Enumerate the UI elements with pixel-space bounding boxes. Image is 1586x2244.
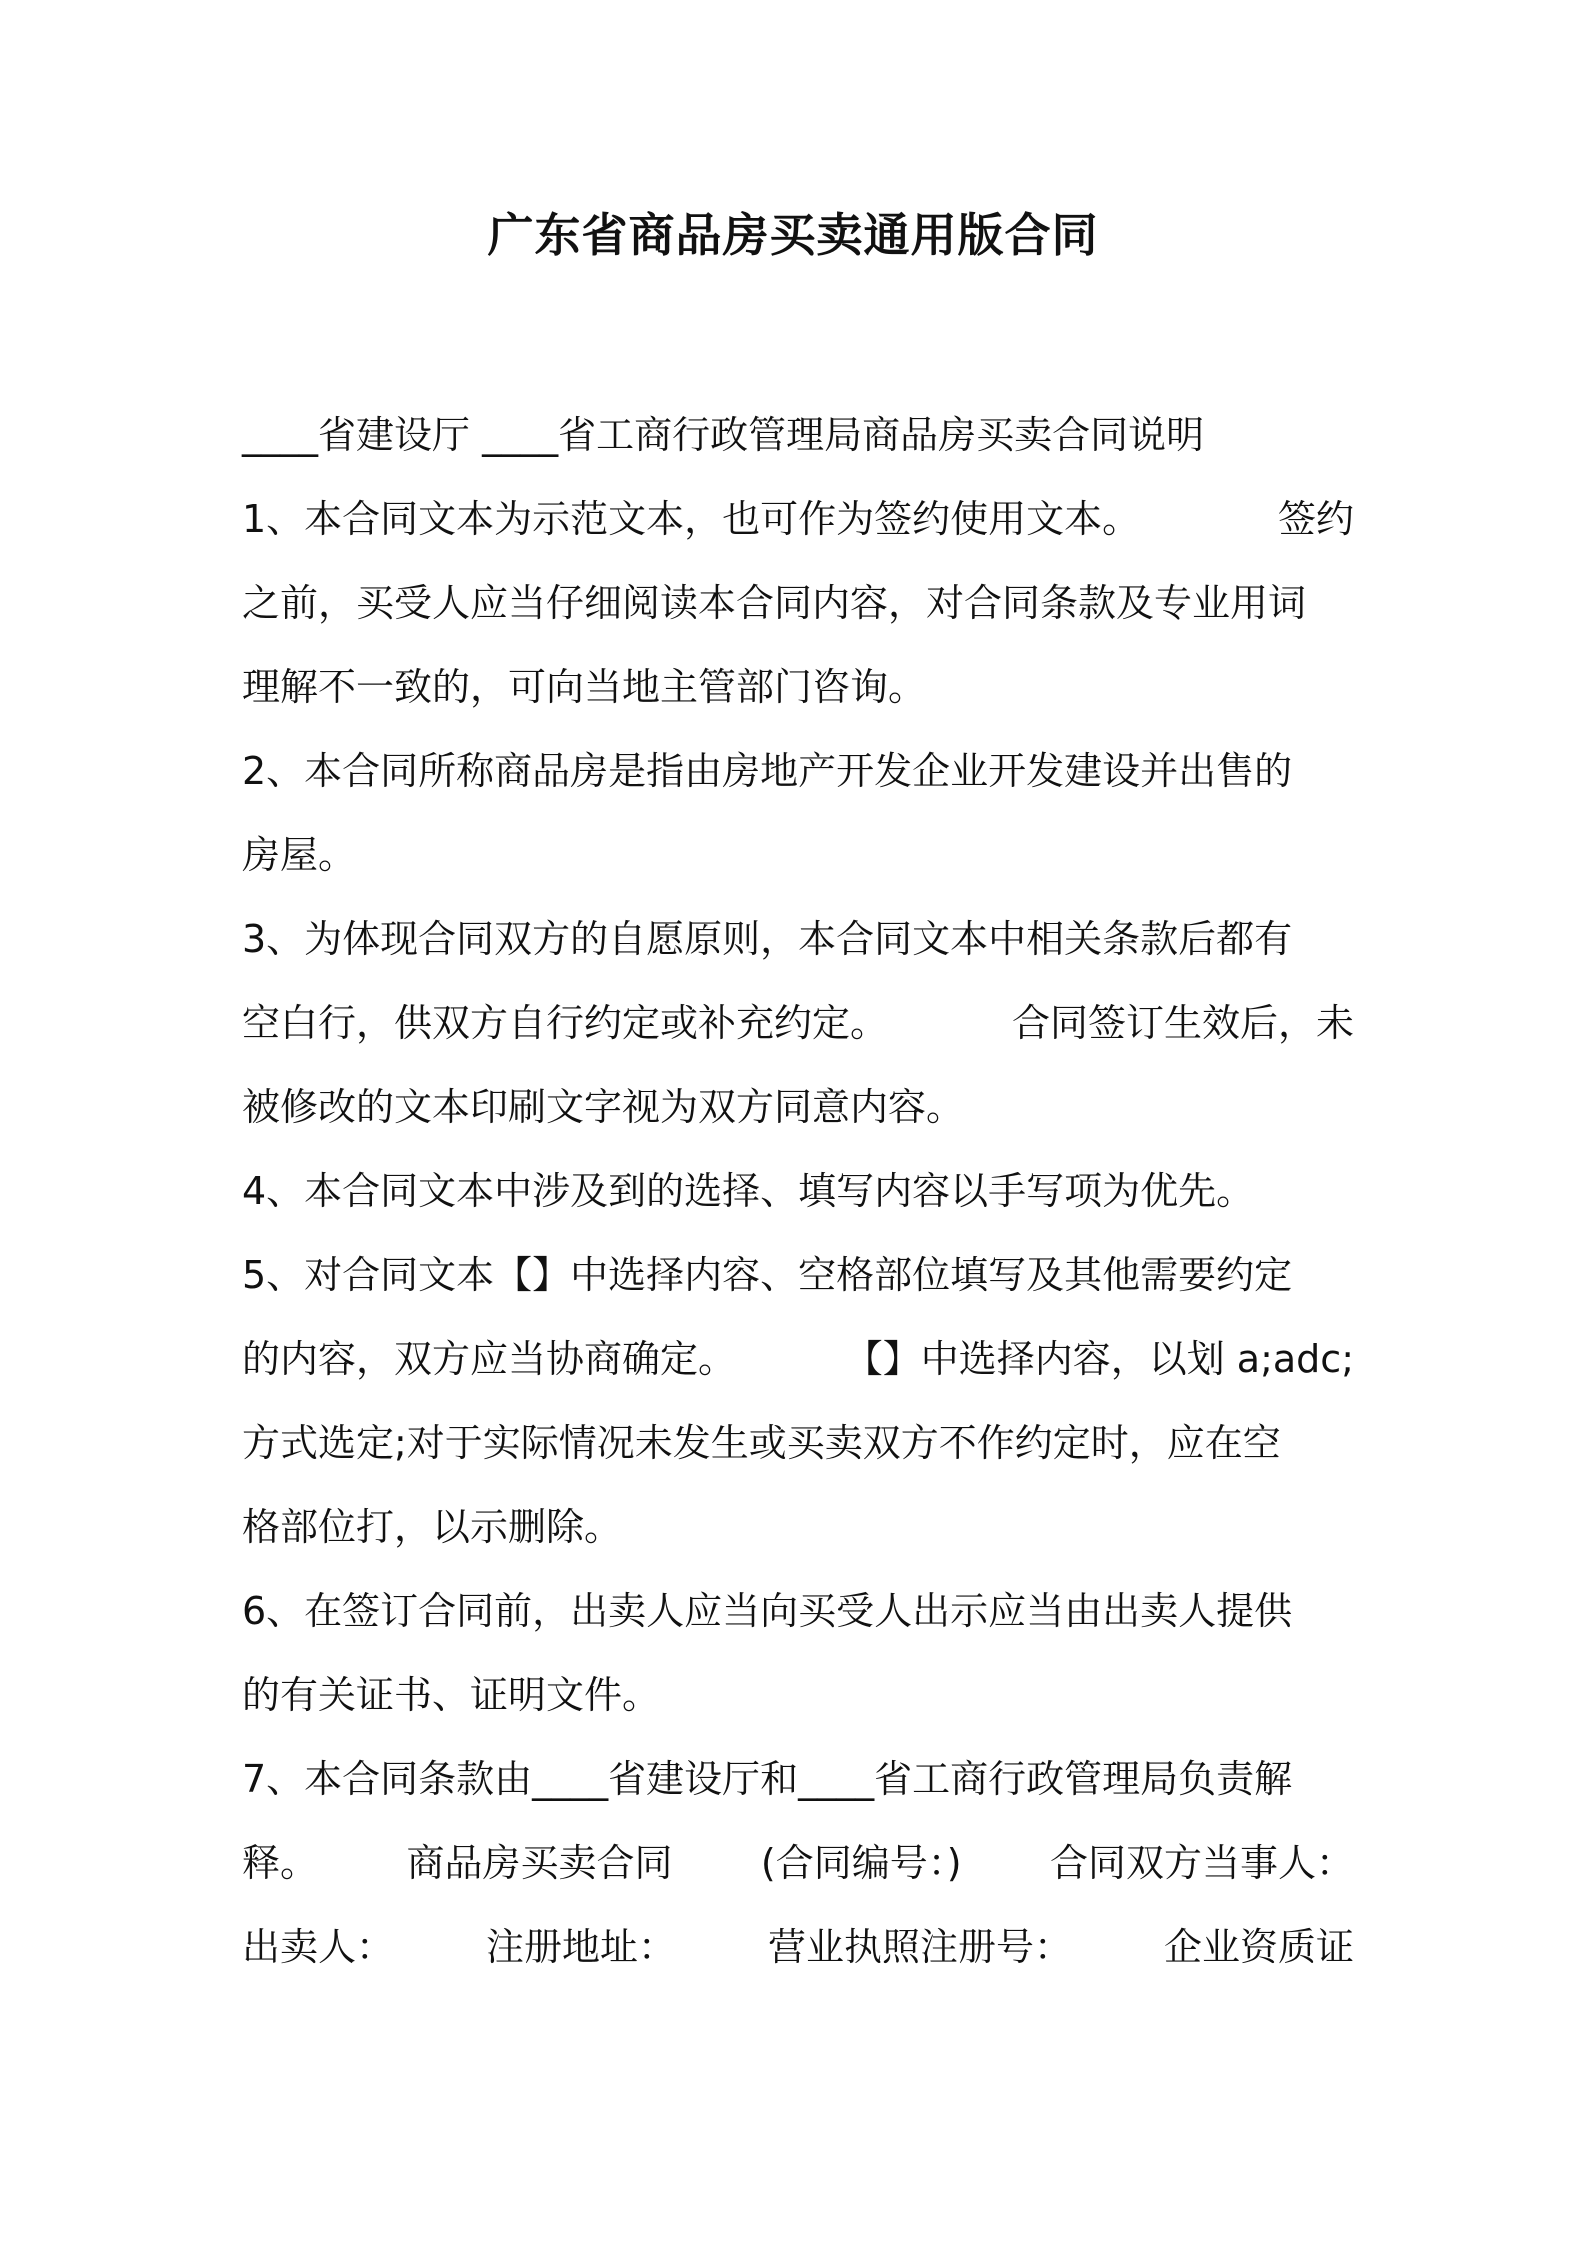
line-text: 出卖人： (242, 1925, 395, 1969)
line-text: 商品房买卖合同 (406, 1841, 673, 1885)
document-line (242, 561, 1306, 645)
document-line (242, 1485, 622, 1569)
line-text: 理解不一致的，可向当地主管部门咨询。 (242, 665, 927, 709)
line-text: 7、本合同条款由____省建设厅和____省工商行政管理局负责解 (242, 1757, 1293, 1801)
document-line (242, 1905, 1354, 1989)
document-title: 广东省商品房买卖通用版合同 (487, 208, 1099, 262)
document-line (242, 645, 926, 729)
document-line (242, 897, 1292, 981)
line-text: 被修改的文本印刷文字视为双方同意内容。 (242, 1085, 965, 1129)
document-line (242, 1401, 1281, 1485)
line-text: 4、本合同文本中涉及到的选择、填写内容以手写项为优先。 (242, 1169, 1255, 1213)
document-line (242, 1065, 964, 1149)
line-text: 注册地址： (485, 1925, 676, 1969)
line-text: 【】中选择内容，以划 a;adc; (844, 1337, 1354, 1381)
document-line (242, 477, 1354, 561)
document-line (242, 1821, 1354, 1905)
line-text: 之前，买受人应当仔细阅读本合同内容，对合同条款及专业用词 (242, 581, 1307, 625)
document-line (242, 393, 1204, 477)
line-text: 释。 (242, 1841, 319, 1885)
line-text: 5、对合同文本【】中选择内容、空格部位填写及其他需要约定 (242, 1253, 1293, 1297)
line-text: 1、本合同文本为示范文本，也可作为签约使用文本。 (242, 497, 1141, 541)
line-text: 合同签订生效后，未 (1011, 1001, 1354, 1045)
line-text: 格部位打，以示删除。 (242, 1505, 623, 1549)
line-text: 合同双方当事人： (1049, 1841, 1354, 1885)
line-text: 空白行，供双方自行约定或补充约定。 (242, 1001, 889, 1045)
document-line (242, 1317, 1354, 1401)
line-text: 企业资质证 (1163, 1925, 1354, 1969)
document-line (242, 1653, 660, 1737)
line-text: 营业执照注册号： (767, 1925, 1072, 1969)
document-line (242, 1233, 1292, 1317)
line-text: 方式选定;对于实际情况未发生或买卖双方不作约定时，应在空 (242, 1421, 1281, 1465)
line-text: 2、本合同所称商品房是指由房地产开发企业开发建设并出售的 (242, 749, 1293, 793)
document-line (242, 1149, 1254, 1233)
line-text: 3、为体现合同双方的自愿原则，本合同文本中相关条款后都有 (242, 917, 1293, 961)
document-line (242, 1569, 1292, 1653)
line-text: 签约 (1277, 497, 1354, 541)
line-text: 的有关证书、证明文件。 (242, 1673, 661, 1717)
document-line (242, 813, 356, 897)
document-line (242, 1737, 1292, 1821)
document-line (242, 729, 1292, 813)
document-line (242, 981, 1354, 1065)
line-text: (合同编号：) (760, 1841, 962, 1885)
line-text: ____省建设厅 ____省工商行政管理局商品房买卖合同说明 (242, 413, 1205, 457)
line-text: 6、在签订合同前，出卖人应当向买受人出示应当由出卖人提供 (242, 1589, 1293, 1633)
line-text: 房屋。 (242, 833, 357, 877)
line-text: 的内容，双方应当协商确定。 (242, 1337, 737, 1381)
